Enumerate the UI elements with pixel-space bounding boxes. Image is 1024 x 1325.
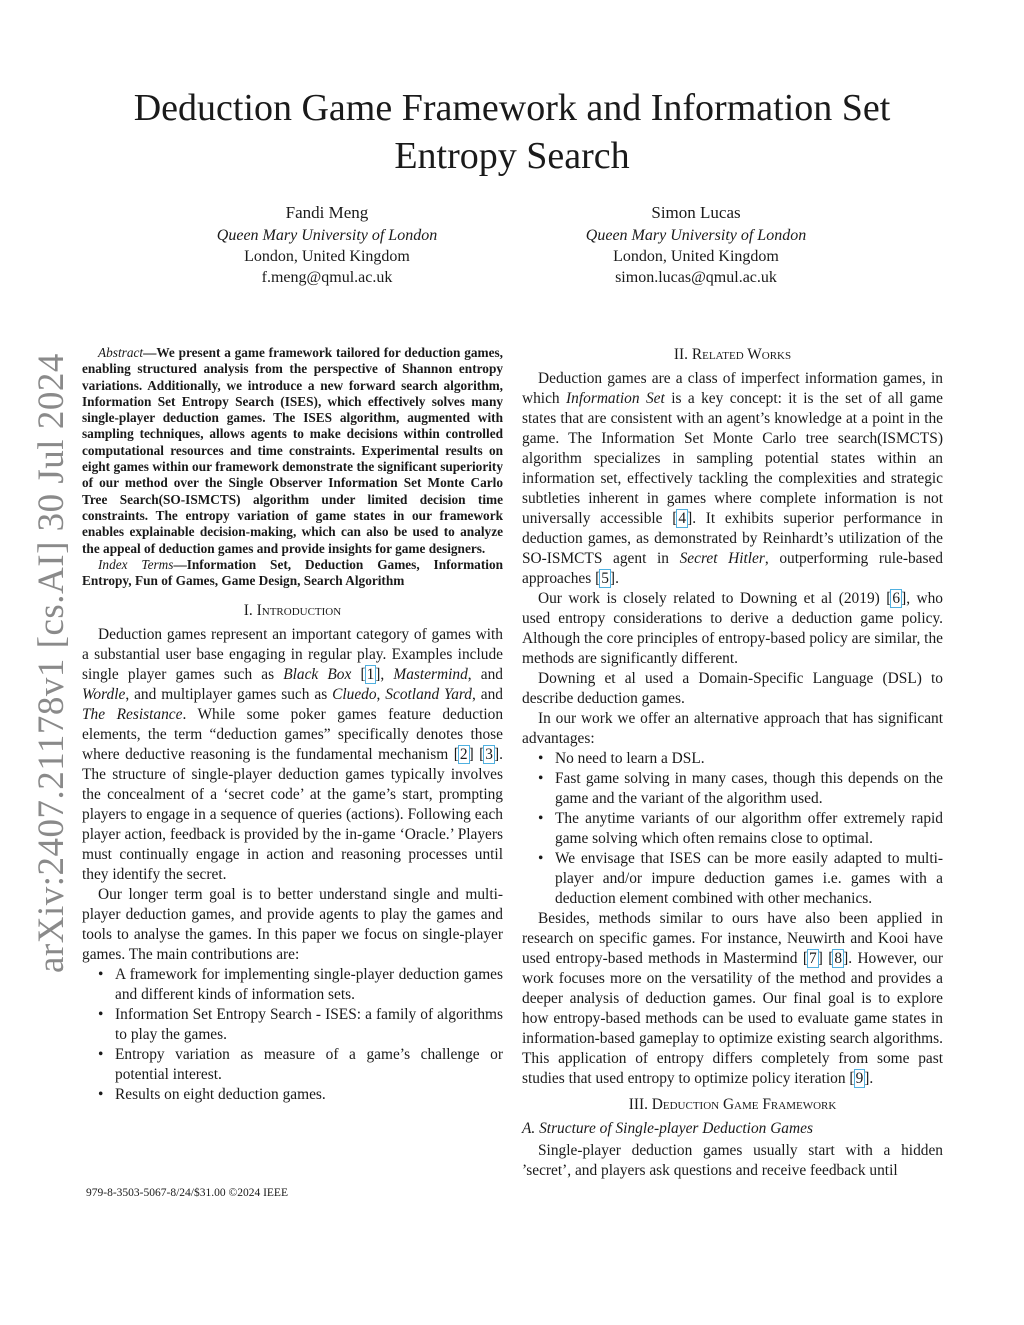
- author-affiliation: Queen Mary University of London: [216, 227, 438, 244]
- section-heading-introduction: I. Introduction: [243, 602, 342, 620]
- arxiv-identifier: arXiv:2407.21178v1 [cs.AI] 30 Jul 2024: [31, 353, 72, 973]
- intro-paragraph-2: Our longer term goal is to better understand single and multi-player deduction games, and provide agents to play the games and tools to analyse the games. In this paper we focus on single-player games. The main contributions are:: [82, 886, 503, 964]
- abstract: [82, 345, 503, 557]
- index-terms-text: —Information Set, Deduction Games, Information Entropy, Fun of Games, Game Design, Search Algorithm: [82, 556, 503, 589]
- citation-link[interactable]: 6: [892, 590, 901, 607]
- author-location: London, United Kingdom: [613, 248, 779, 265]
- abstract-lead: Abstract: [98, 345, 144, 360]
- right-column: [522, 345, 943, 1181]
- index-terms: [82, 557, 503, 590]
- section-heading-framework: III. Deduction Game Framework: [628, 1096, 837, 1113]
- list-item: • The anytime variants of our algorithm offer extremely rapid game solving which often remains close to optimal.: [522, 809, 943, 849]
- list-item: • Fast game solving in many cases, though this depends on the game and the variant of the algorithm used.: [522, 769, 943, 809]
- related-paragraph-2: Our work is closely related to Downing et al (2019) [6], who used entropy considerations to derive a deduction game policy. Although the core principles of entropy-based policy are similar, the methods are significantly different.: [522, 590, 943, 667]
- author-block-1: [147, 202, 507, 288]
- citation-link[interactable]: 9: [855, 1070, 864, 1087]
- citation-link[interactable]: 7: [809, 950, 817, 967]
- list-item: • Information Set Entropy Search - ISES: a family of algorithms to play the games.: [82, 1005, 503, 1045]
- contributions-list: [82, 965, 503, 1105]
- related-paragraph-3: Downing et al used a Domain-Specific Language (DSL) to describe deduction games.: [522, 670, 943, 707]
- abstract-text: —We present a game framework tailored for deduction games, enabling structured analysis from the perspective of Shannon entropy variations. Additionally, we introduce a new forward search algorithm, Information Set Entropy Search (ISES), which effectively solves many single-player deduction games. The ISES algorithm, augmented with sampling techniques, allows agents to make decisions within controlled computational resources and time constraints. Experimental results on eight games within our framework demonstrate the significant superiority of our method over the Single Observer Information Set Monte Carlo Tree Search(SO-ISMCTS) algorithm under limited decision time constraints. The entropy variation of game states in our framework enables explainable decision-making, which can also be used to analyze the appeal of deduction games and provide insights for game designers.: [82, 345, 503, 556]
- author-name: Fandi Meng: [285, 203, 369, 222]
- author-location: London, United Kingdom: [244, 248, 410, 265]
- author-name: Simon Lucas: [651, 203, 741, 222]
- citation-link[interactable]: 5: [601, 570, 609, 587]
- related-paragraph-4: In our work we offer an alternative approach that has significant advantages:: [522, 710, 943, 747]
- citation-link[interactable]: 8: [834, 950, 843, 967]
- copyright-footer: 979-8-3503-5067-8/24/$31.00 ©2024 IEEE: [86, 1187, 288, 1199]
- advantages-list: [522, 749, 943, 909]
- author-email[interactable]: f.meng@qmul.ac.uk: [261, 269, 393, 286]
- list-item: • We envisage that ISES can be more easily adapted to multi-player and/or impure deduction games i.e. games with a deduction element combined with other mechanics.: [522, 849, 943, 909]
- list-item: • Entropy variation as measure of a game’s challenge or potential interest.: [82, 1045, 503, 1085]
- list-item: • Results on eight deduction games.: [82, 1085, 503, 1105]
- paper-title: Deduction Game Framework and Information Set Entropy Search: [133, 87, 891, 177]
- author-affiliation: Queen Mary University of London: [585, 227, 807, 244]
- section-heading-related-works: II. Related Works: [673, 346, 792, 363]
- author-email[interactable]: simon.lucas@qmul.ac.uk: [615, 269, 777, 286]
- author-block-2: [516, 202, 876, 288]
- related-paragraph-1: Deduction games are a class of imperfect information games, in which Information Set is a key concept: it is the set of all game states that are consistent with an agent’s knowledge at a point in the game. The Information Set Monte Carlo tree search(ISMCTS) algorithm specializes in sampling potential states within an information set, effectively tackling the complexities and strategic subtleties inherent in games where complete information is not universally accessible [4]. It exhibits superior performance in deduction games, as demonstrated by Reinhardt’s utilization of the SO-ISMCTS agent in Secret Hitler, outperforming rule-based approaches [5].: [522, 370, 943, 587]
- subsection-heading: A. Structure of Single-player Deduction Games: [522, 1120, 813, 1137]
- citation-link[interactable]: 3: [485, 746, 493, 764]
- citation-link[interactable]: 2: [459, 746, 468, 764]
- list-item: • No need to learn a DSL.: [522, 749, 943, 769]
- citation-link[interactable]: 4: [678, 510, 687, 527]
- citation-link[interactable]: 1: [366, 666, 375, 684]
- related-paragraph-5: Besides, methods similar to ours have also been applied in research on specific games. For instance, Neuwirth and Kooi have used entropy-based methods in Mastermind [7] [8]. However, our work focuses more on the versatility of the method and provides a deeper analysis of deduction games. Our final goal is to explore how entropy-based methods can be used to evaluate game states in information-based gameplay to optimize existing search algorithms. This application of entropy differs completely from some past studies that used entropy to optimize policy iteration [9].: [522, 910, 943, 1087]
- framework-paragraph-1: Single-player deduction games usually start with a hidden ’secret’, and players ask questions and receive feedback until: [522, 1142, 943, 1179]
- list-item: • A framework for implementing single-player deduction games and different kinds of information sets.: [82, 965, 503, 1005]
- intro-paragraph-1: Deduction games represent an important category of games with a substantial user base engaging in regular play. Examples include single player games such as Black Box [1], Mastermind, and Wordle, and multiplayer games such as Cluedo, Scotland Yard, and The Resistance. While some poker games feature deduction elements, the term “deduction games” specifically denotes those where deductive reasoning is the fundamental mechanism [2] [3]. The structure of single-player deduction games typically involves the concealment of a ‘secret code’ at the game’s start, prompting players to engage in a sequence of queries (actions). Following each player action, feedback is provided by the in-game ‘Oracle.’ Players must continually engage in action and reasoning processes until they identify the secret.: [82, 626, 504, 884]
- index-terms-lead: Index Terms: [98, 556, 174, 572]
- left-column: [82, 345, 503, 1105]
